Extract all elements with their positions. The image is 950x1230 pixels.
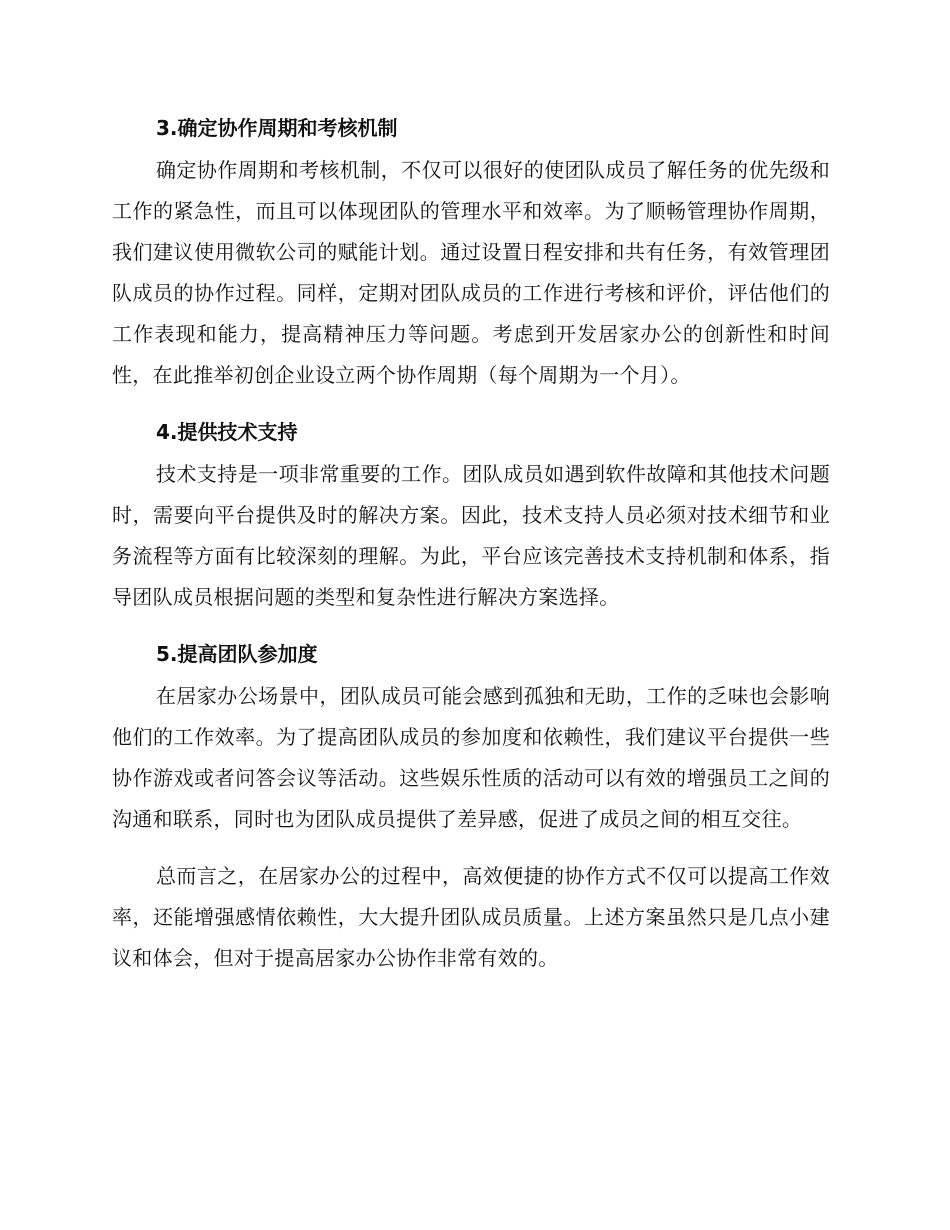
- conclusion-paragraph: 总而言之，在居家办公的过程中，高效便捷的协作方式不仅可以提高工作效率，还能增强感情依赖性，大大提升团队成员质量。上述方案虽然只是几点小建议和体会，但对于提高居家办公协作非常有效的。: [112, 864, 830, 970]
- section-paragraph-3: 确定协作周期和考核机制，不仅可以很好的使团队成员了解任务的优先级和工作的紧急性，而且可以体现团队的管理水平和效率。为了顺畅管理协作周期，我们建议使用微软公司的赋能计划。通过设置日程安排和共有任务，有效管理团队成员的协作过程。同样，定期对团队成员的工作进行考核和评价，评估他们的工作表现和能力，提高精神压力等问题。考虑到开发居家办公的创新性和时间性，在此推举初创企业设立两个协作周期（每个周期为一个月）。: [112, 158, 830, 387]
- section-paragraph-4: 技术支持是一项非常重要的工作。团队成员如遇到软件故障和其他技术问题时，需要向平台提供及时的解决方案。因此，技术支持人员必须对技术细节和业务流程等方面有比较深刻的理解。为此，平台应该完善技术支持机制和体系，指导团队成员根据问题的类型和复杂性进行解决方案选择。: [112, 462, 830, 609]
- section-heading-4: 4.提供技术支持: [156, 420, 298, 444]
- section-paragraph-5: 在居家办公场景中，团队成员可能会感到孤独和无助，工作的乏味也会影响他们的工作效率。为了提高团队成员的参加度和依赖性，我们建议平台提供一些协作游戏或者问答会议等活动。这些娱乐性质的活动可以有效的增强员工之间的沟通和联系，同时也为团队成员提供了差异感，促进了成员之间的相互交往。: [112, 684, 830, 831]
- document-page: [112, 108, 830, 995]
- section-heading-5: 5.提高团队参加度: [156, 642, 318, 666]
- section-heading-3: 3.确定协作周期和考核机制: [156, 116, 398, 140]
